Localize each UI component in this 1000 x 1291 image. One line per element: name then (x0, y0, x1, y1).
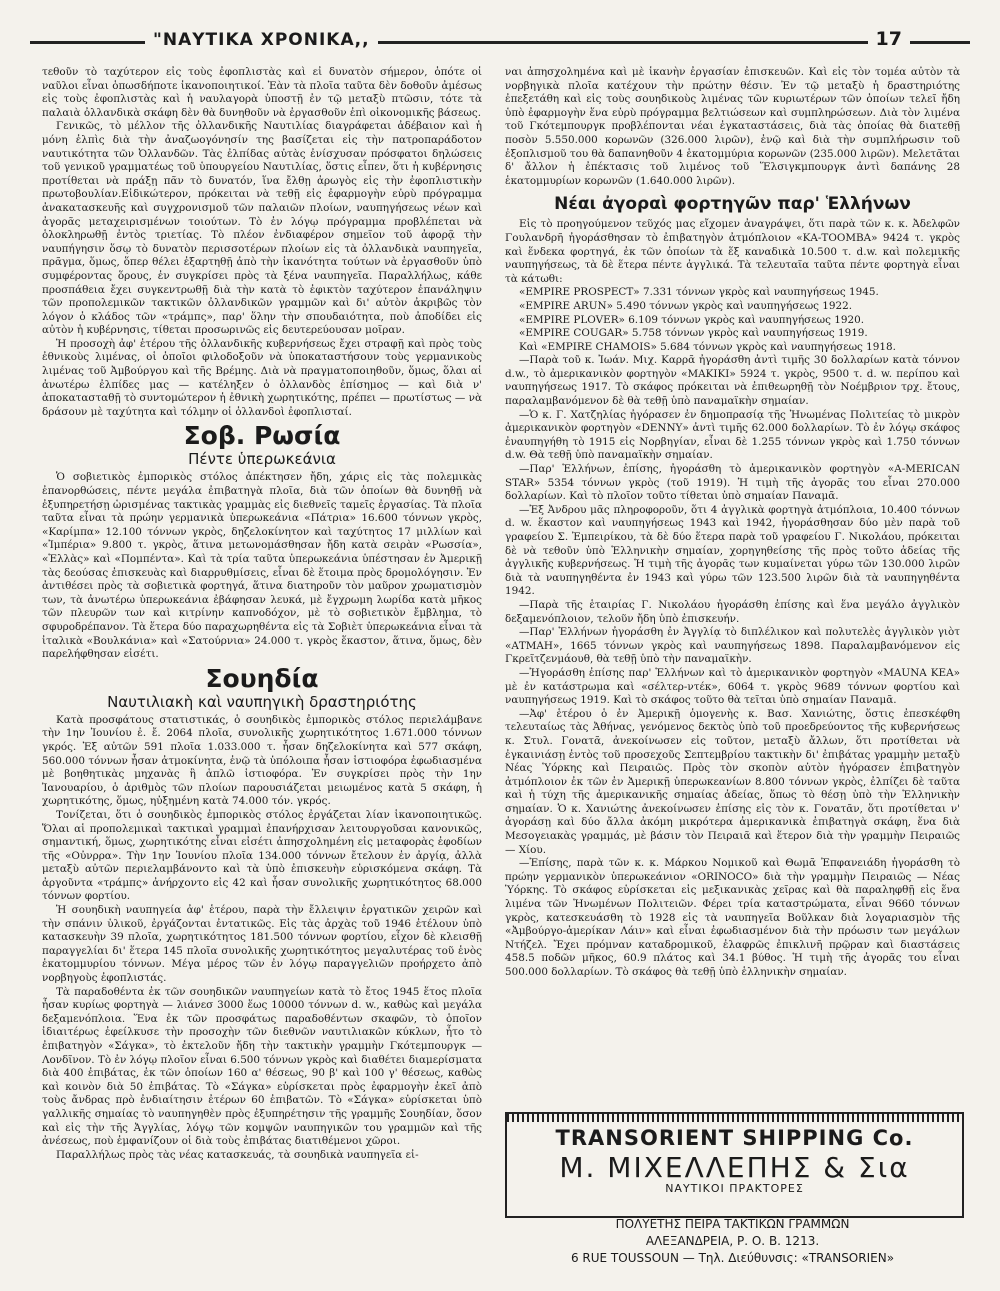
section-heading-greek-purchases: Νέαι ἀγοραὶ φορτηγῶν παρ' Ἑλλήνων (554, 194, 911, 215)
article-paragraph: Ἡ προσοχὴ ἀφ' ἑτέρου τῆς ὀλλανδικῆς κυβερνήσεως ἔχει στραφῇ καὶ πρὸς τοὺς ἐθνικοὺς λιμένας, οἱ ὁποῖοι φιλοδοξοῦν νὰ ὑποκαταστήσουν τοὺς γερμανικοὺς λιμένας τοῦ Ἀμβούργου καὶ τῆς Βρέμης. Διὰ νὰ πραγματοποιηθοῦν, ὅμως, ὅλαι αἱ ἀνωτέρω ἐλπίδες μας — κατέληξεν ὁ ὀλλανδὸς ἐπίσημος — καὶ διὰ ν' ἀποκατασταθῇ τὸ συντομώτερον ἡ ἐθνικὴ χωρητικότης, πρέπει — πρωτίστως — νὰ δράσουν μὲ ταχύτητα καὶ τόλμην οἱ ὀλλανδοὶ ἐφοπλισταί. (42, 337, 482, 418)
left-column (42, 66, 482, 1162)
ad-contact: 6 RUE TOUSSOUN — Τηλ. Διεύθυνσις: «TRANSORIEN» (570, 1251, 895, 1265)
publication-title: "ΝΑΥΤΙΚΑ ΧΡΟΝΙΚΑ,, (145, 30, 378, 50)
article-paragraph: —Παρ' Ἑλλήνων ἠγοράσθη ἐν Ἀγγλίᾳ τὸ διπλέλικον καὶ πολυτελὲς ἀγγλικὸν γιὸτ «ΑΤΜΑΗ», 1665 τόννων γκρὸς καὶ ναυπηγήσεως 1898. Παραλαμβανόμενον εἰς Γκρεῖτζενμάουθ, θὰ τεθῇ ὑπὸ τὴν παναμαϊκὴν. (505, 626, 960, 666)
advertisement-details (505, 1216, 960, 1267)
page-header (30, 30, 970, 52)
article-paragraph: τεθοῦν τὸ ταχύτερον εἰς τοὺς ἐφοπλιστὰς καὶ εἰ δυνατὸν σήμερον, ὁπότε οἱ ναῦλοι εἶναι ὁπωσδήποτε ἱκανοποιητικοί. Ἐὰν τὰ πλοῖα ταῦτα δὲν δοθοῦν ἀμέσως εἰς τοὺς ἐφοπλιστὰς καὶ ἡ ναυλαγορὰ ὑποστῇ ἐν τῷ μεταξὺ πτῶσιν, τότε τὰ παλαιὰ ὀλλανδικὰ σκάφη δὲν θὰ δυνηθοῦν νὰ ἐργασθοῦν ἐπὶ οἰκονομικῆς βάσεως. (42, 66, 482, 119)
article-paragraph: Παραλλήλως πρὸς τὰς νέας κατασκευάς, τὰ σουηδικὰ ναυπηγεῖα εἰ- (56, 1148, 419, 1161)
article-paragraph: —Ἐξ Ἀνδρου μᾶς πληροφοροῦν, ὅτι 4 ἀγγλικὰ φορτηγὰ ἀτμόπλοια, 10.400 τόννων d. w. ἕκαστον καὶ ναυπηγήσεως 1943 καὶ 1942, ἠγοράσθησαν δύο μὲν παρὰ τοῦ γραφείου Σ. Ἐμπειρίκου, τὰ δὲ δύο ἕτερα παρὰ τοῦ γραφείου Γ. Νικολάου, πρόκειται δὲ νὰ τεθοῦν ὑπὸ Ἑλληνικὴν σημαίαν, χορηγηθείσης τῆς πρὸς τοῦτο ἀδείας τῆς ἀγγλικῆς κυβερνήσεως. Ἡ τιμὴ τῆς ἀγορᾶς των κυμαίνεται γύρω τῶν 130.000 λιρῶν διὰ τὰ ναυπηγηθέντα ἐν 1943 καὶ γύρω τῶν 123.500 λιρῶν διὰ τὰ ναυπηγηθέντα 1942. (505, 503, 960, 598)
article-paragraph: Κατὰ προσφάτους στατιστικάς, ὁ σουηδικὸς ἐμπορικὸς στόλος περιελάμβανε τὴν 1ην Ἰουνίου ἐ. ἔ. 2064 πλοῖα, συνολικῆς χωρητικότητος 1.671.000 τόννων γκρός. Ἐξ αὐτῶν 591 πλοῖα 1.033.000 τ. ἦσαν δηζελοκίνητα καὶ 577 σκάφη, 560.000 τόννων ἦσαν ἀτμοκίνητα, ἐνῷ τὰ ὑπόλοιπα ἦσαν ἱστιοφόρα ἐφωδιασμένα μὲ βοηθητικὰς μηχανὰς ἢ ἁπλῶ ἱστιοφόρα. Ἐν συγκρίσει πρὸς τὴν 1ην Ἰανουαρίου, ὁ ἀριθμὸς τῶν πλοίων παρουσιάζεται μειωμένος κατὰ 5 σκάφη, ἡ χωρητικότης, ὅμως, ηὐξημένη κατὰ 74.000 τόν. γκρός. (42, 713, 482, 808)
ship-list-item: «EMPIRE COUGAR» 5.758 τόννων γκρὸς καὶ ναυπηγήσεως 1919. (519, 327, 868, 340)
article-paragraph: —Ἀφ' ἑτέρου ὁ ἐν Ἀμερικῇ ὁμογενὴς κ. Βασ. Χανιώτης, ὅστις ἐπεσκέφθη τελευταίως τὰς Ἀθήνας, γενόμενος δεκτὸς ὑπὸ τοῦ προεδρεύοντος τῆς κυβερνήσεως κ. Στυλ. Γονατᾶ, ἀνεκοίνωσεν εἰς τοῦτον, μεταξὺ ἄλλων, ὅτι προτίθεται νὰ ἐγκαινιάσῃ ἐντὸς τοῦ προσεχοῦς Σεπτεμβρίου τακτικὴν δι' ἐπιβάτας γραμμὴν μεταξὺ Νέας Ὑόρκης καὶ Πειραιῶς. Πρὸς τὸν σκοπὸν αὐτὸν ἠγόρασεν ἐπιβατηγὸν ἀτμόπλοιον ἐκ τῶν ἐν Ἀμερικῇ ὑπερωκεανίων 8.800 τόννων γκρὸς, ἐλπίζει δὲ ταῦτα καὶ ἡ τύχη τῆς ἀμερικανικῆς σημαίας ἀδείας, ὅπως τὸ θέσῃ ὑπὸ τὴν Ἑλληνικὴν σημαίαν. Ὁ κ. Χανιώτης ἀνεκοίνωσεν ἐπίσης εἰς τὸν κ. Γονατᾶν, ὅτι προτίθεται ν' ἀγοράσῃ καὶ δύο ἄλλα ἀκόμη μικρότερα ἀμερικανικὰ ἐπιβατηγὰ σκάφη, ἕνα διὰ Μεσογειακὰς γραμμάς, μὲ βάσιν τὸν Πειραιᾶ καὶ ἕτερον διὰ τὴν γραμμὴν Πειραιῶς — Χίου. (505, 707, 960, 856)
article-paragraph: ναι ἀπησχολημένα καὶ μὲ ἱκανὴν ἐργασίαν ἐπισκευῶν. Καὶ εἰς τὸν τομέα αὐτὸν τὰ νορβηγικὰ πλοῖα κατέχουν τὴν πρώτην θέσιν. Ἐν τῷ μεταξὺ ἡ δραστηριότης ἐπεξετάθη καὶ εἰς τοὺς σουηδικοὺς λιμένας τῶν κυριωτέρων τῶν ὁποίων τελεῖ ἤδη ὑπὸ ἐφαρμογὴν ἕνα εὐρὺ πρόγραμμα βελτιώσεων καὶ συμπληρώσεων. Διὰ τὸν λιμένα τοῦ Γκότεμπουργκ προβλέπονται νέαι ἐγκαταστάσεις, διὰ τὰς ὁποίας θὰ διατεθῇ ποσὸν 5.550.000 κορωνῶν (326.000 λιρῶν), ἐνῷ καὶ διὰ τὴν συμπλήρωσιν τοῦ ἐξοπλισμοῦ του θὰ δαπανηθοῦν 4 ἑκατομμύρια κορωνῶν (235.000 λιρῶν). Μελετᾶται δ' ἄλλον ἡ ἐπέκτασις τοῦ λιμένος τοῦ Ἕλσιγκμπουργκ ἀντὶ δαπάνης 28 ἑκατομμυρίων κορωνῶν (1.640.000 λιρῶν). (505, 66, 960, 187)
ship-list-item: Καὶ «EMPIRE CHAMOIS» 5.684 τόννων γκρὸς καὶ ναυπηγήσεως 1918. (519, 340, 896, 353)
article-paragraph: Ὁ σοβιετικὸς ἐμπορικὸς στόλος ἀπέκτησεν ἤδη, χάρις εἰς τὰς πολεμικὰς ἐπανορθώσεις, πέντε μεγάλα ἐπιβατηγὰ πλοῖα, διὰ τῶν ὁποίων θὰ δυνηθῇ νὰ ἐξυπηρετήσῃ ὡρισμένας τακτικὰς γραμμὰς εἰς διεθνεῖς ταμεῖς ἐργασίας. Τὰ πλοῖα ταῦτα εἶναι τὰ πρώην γερμανικὰ ὑπερωκεάνια «Πάτρια» 16.600 τόννων γκρὸς, «Καρίμπα» 12.100 τόννων γκρὸς, δηζελοκίνητον καὶ ταχύτητος 17 μιλλίων καὶ «Ἰμπέρια» 9.800 τ. γκρὸς, ἅτινα μετωνομάσθησαν ἤδη κατὰ σειρὰν «Ρωσσία», «Ἑλλὰς» καὶ «Πομπέντα». Καὶ τὰ τρία ταῦτα ὑπερωκεάνια ὑπέστησαν ἐν Ἀμερικῇ τὰς δεούσας ἐπισκευὰς καὶ διαρρυθμίσεις, εἶναι δὲ ἕτοιμα πρὸς δρομολόγησιν. Ἐν ἀντιθέσει πρὸς τὰ σοβιετικὰ φορτηγά, ἅτινα διατηροῦν τὸν μαῦρον χρωματισμὸν των, τὰ ἀνωτέρω ὑπερωκεάνια ἐβάφησαν λευκά, μὲ ἔγχρωμη λωρίδα κατὰ μῆκος τῶν πλευρῶν των καὶ κιτρίνην καπνοδόχον, μὲ τὸ σοβιετικὸν ἔμβλημα, τὸ σφυροδρέπανον. Τὰ ἕτερα δύο παραχωρηθέντα εἰς τὰ Σοβιὲτ ὑπερωκεάνια εἶναι τὰ ἰταλικὰ «Βουλκάνια» καὶ «Σατούρνια» 24.000 τ. γκρὸς ἕκαστον, ἅτινα, ὅμως, δὲν παρελήφθησαν εἰσέτι. (42, 471, 482, 661)
ad-role: ΝΑΥΤΙΚΟΙ ΠΡΑΚΤΟΡΕΣ (665, 1182, 804, 1195)
section-heading-ussr: Σοβ. Ρωσία (183, 421, 341, 451)
article-paragraph: —Ὁ κ. Γ. Χατζηλίας ἠγόρασεν ἐν δημοπρασίᾳ τῆς Ἡνωμένας Πολιτείας τὸ μικρὸν ἀμερικανικὸν φορτηγὸν «DENNY» ἀντὶ τιμῆς 62.000 δολλαρίων. Τὸ ἐν λόγῳ σκάφος ἐναυπηγήθη τὸ 1915 εἰς Νορβηγίαν, εἶναι δὲ 1.255 τόννων γκρὸς καὶ 1.750 τόννων d.w. Θὰ τεθῇ ὑπὸ παναμαϊκὴν σημαίαν. (505, 408, 960, 462)
article-paragraph: Τὰ παραδοθέντα ἐκ τῶν σουηδικῶν ναυπηγείων κατὰ τὸ ἔτος 1945 ἕτος πλοῖα ἦσαν κυρίως φορτηγὰ — λιάνεσ 3000 ἕως 10000 τόννων d. w., καθὼς καὶ μεγάλα δεξαμενόπλοια. Ἕνα ἐκ τῶν προσφάτως παραδοθέντων σκαφῶν, τὸ ὁποῖον ἰδιαιτέρως ἐφείλκυσε τὴν προσοχὴν τῶν διεθνῶν ναυτιλιακῶν κύκλων, ἦτο τὸ ἐπιβατηγὸν «Σάγκα», τὸ ἐκτελοῦν ἤδη τὴν τακτικὴν γραμμὴν Γκότεμπουργκ — Λονδῖνον. Τὸ ἐν λόγῳ πλοῖον εἶναι 6.500 τόννων γκρὸς καὶ διαθέτει διαμερίσματα διὰ 400 ἐπιβάτας, ἐκ τῶν ὁποίων 160 α' θέσεως, 90 β' καὶ 100 γ' θέσεως, καθὼς καὶ κοινὸν διὰ 50 ἐπιβάτας. Τὸ «Σάγκα» εὑρίσκεται πρὸς ἐφαρμογὴν ἐκεῖ ἀπὸ τοὺς ἄνδρας πρὸ ἐνδιαίτησιν ἐτέρων 60 ἐπιβατῶν. Τὸ «Σάγκα» εὑρίσκεται ὑπὸ γαλλικῆς σημαίας τὸ ναυπηγηθὲν πρὸς ἐξυπηρέτησιν τῆς γραμμῆς Σουηδίαν, ὅσον καὶ εἰς τὴν τῆς Ἀγγλίας, λόγῳ τῶν κομψῶν ναυπηγικῶν του γραμμῶν καὶ τῆς ἀνέσεως, ποὺ ἐμφανίζουν οἱ διὰ τοὺς ἐπιβάτας διατιθέμενοι χῶροι. (42, 985, 482, 1148)
ad-owner-name: Μ. ΜΙΧΕΛΛΕΠΗΣ & Σια (559, 1151, 910, 1184)
article-paragraph: —Ἠγοράσθη ἐπίσης παρ' Ἑλλήνων καὶ τὸ ἀμερικανικὸν φορτηγὸν «MAUNA KEA» μὲ ἐν κατάστρωμα καὶ «σέλτερ-ντέκ», 6064 τ. γκρὸς 9689 τόννων φορτίου καὶ ναυπηγήσεως 1919. Καὶ τὸ σκάφος τοῦτο θὰ τεῖται ὑπὸ σημαίαν Παναμᾶ. (505, 666, 960, 707)
section-subheading-ussr: Πέντε ὑπερωκεάνια (188, 450, 336, 469)
ad-address: ΑΛΕΞΑΝΔΡΕΙΑ, Ρ. Ο. Β. 1213. (645, 1234, 820, 1248)
ad-company-name: TRANSORIENT SHIPPING Cο. (555, 1126, 914, 1150)
right-column (505, 66, 960, 980)
article-paragraph: —Παρὰ τῆς ἑταιρίας Γ. Νικολάου ἠγοράσθη ἐπίσης καὶ ἕνα μεγάλο ἀγγλικὸν δεξαμενόπλοιον, τελοῦν ἤδη ὑπὸ ἐπισκευήν. (505, 598, 960, 625)
article-paragraph: Γενικῶς, τὸ μέλλον τῆς ὀλλανδικῆς Ναυτιλίας διαγράφεται ἀδέβαιον καὶ ἡ μόνη ἐλπὶς διὰ τὴν ἀναζωογόνησίν της βασίζεται εἰς τὴν πατροπαράδοτον ναυτικότητα τῶν Ὀλλανδῶν. Τὰς ἐλπίδας αὐτὰς ἐνίσχυσαν πρόσφατοι δηλώσεις τοῦ γενικοῦ γραμματέως τοῦ ὑπουργείου Ναυτιλίας, ὅστις εἶπεν, ὅτι ἡ κυβέρνησις προτίθεται νὰ πράξῃ πᾶν τὸ δυνατόν, ἵνα ἔλθῃ ἀρωγὸς εἰς τὴν ἐφοπλιστικὴν πρωτοβουλίαν.Εἰδικώτερον, πρόκειται νὰ τεθῇ εἰς ἐφαρμογὴν εὐρὺ πρόγραμμα ἀνακατασκευῆς καὶ συγχρονισμοῦ τῶν παλαιῶν πλοίων, ναυπηγήσεως νέων καὶ ἀγορᾶς μεταχειρισμένων τοιούτων. Τὸ ἐν λόγῳ πρόγραμμα προβλέπεται νὰ ὁλοκληρωθῇ ἐντὸς τριετίας. Τὸ πλέον ἐνδιαφέρον σημεῖον τοῦ ἀφορᾷ τὴν ναυπήγησιν ὅσῳ τὸ δυνατὸν περισσοτέρων πλοίων εἰς τὰ ὀλλανδικὰ ναυπηγεῖα, πρᾶγμα, ὅμως, ὅπερ θέλει ἐξαρτηθῇ ἀπὸ τὴν ἱκανότητα τούτων νὰ ἐργασθοῦν ὑπὸ συμφέροντας ὅρους, ἐν συγκρίσει πρὸς τὰ ξένα ναυπηγεῖα. Παραλλήλως, κάθε προσπάθεια ἔχει συγκεντρωθῇ διὰ τὴν κατὰ τὸ ἐφικτὸν ταχύτερον ἐπανάληψιν τῶν προπολεμικῶν τακτικῶν ὀλλανδικῶν γραμμῶν καὶ δι' αὐτὸν ἀκριβῶς τὸν λόγον ὁ κλάδος τῶν «τράμπς», παρ' ὅλην τὴν σπουδαιότητα, ποὺ ἀποδίδει εἰς αὐτὸν ἡ κυβέρνησις, τίθεται προσωρινῶς εἰς δευτερεύουσαν μοῖραν. (42, 120, 482, 337)
article-paragraph: Εἰς τὸ προηγούμενον τεῦχός μας εἴχομεν ἀναγράψει, ὅτι παρὰ τῶν κ. κ. Ἀδελφῶν Γουλανδρῆ ἠγοράσθησαν τὸ ἐπιβατηγὸν ἀτμόπλοιον «ΚΑ-ΤΟΟΜΒΑ» 9424 τ. γκρὸς καὶ ἕνδεκα φορτηγά, ἐκ τῶν ὁποίων τὰ ἕξ καναδικὰ 10.500 τ. d.w. καὶ πολεμικῆς ναυπηγήσεως, τὰ δὲ ἕτερα πέντε ἀγγλικά. Τὰ τελευταῖα ταῦτα πέντε φορτηγὰ εἶναι τὰ κάτωθι: (505, 218, 960, 285)
ad-hatch-border (507, 1114, 962, 1122)
article-paragraph: Ἡ σουηδικὴ ναυπηγεία ἀφ' ἑτέρου, παρὰ τὴν ἔλλειψιν ἐργατικῶν χειρῶν καὶ τὴν σπάνιν ὑλικοῦ, ἐργάζονται ἐντατικῶς. Εἰς τὰς ἀρχὰς τοῦ 1946 ἐτέλουν ὑπὸ κατασκευὴν 39 πλοῖα, χωρητικότητος 181.500 τόννων φορτίου, εἶχον δὲ κλεισθῇ παραγγελίαι δι' ἕτερα 145 πλοῖα συνολικῆς χωρητικότητος μεγαλυτέρας τοῦ ἑνὸς ἑκατομμυρίου τόννων. Μέγα μέρος τῶν ἐν λόγῳ παραγγελιῶν προήρχετο ἀπὸ νορβηγοὺς ἐφοπλιστάς. (42, 904, 482, 985)
article-paragraph: —Παρ' Ἑλλήνων, ἐπίσης, ἠγοράσθη τὸ ἀμερικανικὸν φορτηγὸν «A-MERICAN STAR» 5354 τόννων γκρὸς (τοῦ 1919). Ἡ τιμὴ τῆς ἀγορᾶς του εἶναι 270.000 δολλαρίων. Καὶ τὸ πλοῖον τοῦτο τίθεται ὑπὸ σημαίαν Παναμᾶ. (505, 463, 960, 503)
advertisement-box (505, 1112, 964, 1218)
ship-list-item: «EMPIRE PLOVER» 6.109 τόννων γκρὸς καὶ ναυπηγήσεως 1920. (519, 313, 865, 326)
article-paragraph: —Παρὰ τοῦ κ. Ἰωάν. Μιχ. Καρρᾶ ἠγοράσθη ἀντὶ τιμῆς 30 δολλαρίων κατὰ τόννον d.w., τὸ ἀμερικανικὸν φορτηγὸν «ΜΑΚΙΚΙ» 5924 τ. γκρὸς, 9500 τ. d. w. περίπου καὶ ναυπηγήσεως 1917. Τὸ σκάφος πρόκειται νὰ ἐπιθεωρηθῇ τὸν Νοέμβριον τρχ. ἔτους, παραλαμβανόμενον δὲ θὰ τεθῇ ὑπὸ παναμαϊκὴν σημαίαν. (505, 354, 960, 408)
section-subheading-sweden: Ναυτιλιακὴ καὶ ναυπηγικὴ δραστηριότης (107, 692, 417, 711)
section-heading-sweden: Σουηδία (205, 663, 319, 693)
page-number: 17 (868, 28, 910, 50)
article-paragraph: —Ἐπίσης, παρὰ τῶν κ. κ. Μάρκου Νομικοῦ καὶ Θωμᾶ Ἐπφανειάδη ἠγοράσθη τὸ πρώην γερμανικὸν ὑπερωκεάνιον «ORINOCO» διὰ τὴν γραμμὴν Πειραιῶς — Νέας Ὑόρκης. Τὸ σκάφος εὑρίσκεται εἰς μεξικανικὰς χεῖρας καὶ θὰ παραληφθῇ εἰς ἕνα λιμένα τῶν Ἡνωμένων Πολιτειῶν. Φέρει τρία καταστρώματα, εἶναι 9660 τόννων γκρὸς, κατεσκευάσθη τὸ 1928 εἰς τὰ ναυπηγεῖα Βοῦλκαν διὰ λογαριασμὸν τῆς «Ἀμβούργο-ἀμερίκαν Λάιν» καὶ εἶναι ἐφωδιασμένον διὰ τὴν πρόωσιν των μεγάλων Ντήζελ. Ἔχει πρόμναν καταδρομικοῦ, ἐλαφρῶς ἐπικλινῆ πρῷραν καὶ διαστάσεις 458.5 ποδῶν μῆκος, 60.9 πλάτος καὶ 34.1 βύθος. Ἡ τιμὴ τῆς ἀγορᾶς του εἶναι 500.000 δολλαρίων. Τὸ σκάφος θὰ τεθῇ ὑπὸ ἑλληνικὴν σημαίαν. (505, 857, 960, 978)
article-paragraph: Τονίζεται, ὅτι ὁ σουηδικὸς ἐμπορικὸς στόλος ἐργάζεται λίαν ἱκανοποιητικῶς. Ὅλαι αἱ προπολεμικαὶ τακτικαὶ γραμμαὶ ἐπανήρχισαν λειτουργοῦσαι κανονικῶς, σημαντική, ὅμως, χωρητικότης εἶναι εἰσέτι ἀπησχολημένη εἰς μεταφορὰς ἐφοδίων τῆς «Οὐνρρα». Τὴν 1ην Ἰουνίου πλοῖα 134.000 τόννων ἔτελουν ἐν ἀργίᾳ, ἀλλὰ μεταξὺ αὐτῶν περιελαμβάνοντο καὶ τὰ ὑπὸ ἐπισκευὴν εὑρισκόμενα σκάφη. Τὰ ἀργοῦντα «τράμπς» ἀνήρχοντο εἰς 42 καὶ ἦσαν συνολικῆς χωρητικότητος 68.000 τόννων φορτίου. (42, 808, 482, 903)
ad-tagline: ΠΟΛΥΕΤΗΣ ΠΕΙΡΑ ΤΑΚΤΙΚΩΝ ΓΡΑΜΜΩΝ (615, 1217, 850, 1231)
ship-list-item: «EMPIRE PROSPECT» 7.331 τόννων γκρὸς καὶ ναυπηγήσεως 1945. (519, 286, 879, 299)
ship-list-item: «EMPIRE ARUN» 5.490 τόννων γκρὸς καὶ ναυπηγήσεως 1922. (519, 299, 853, 312)
